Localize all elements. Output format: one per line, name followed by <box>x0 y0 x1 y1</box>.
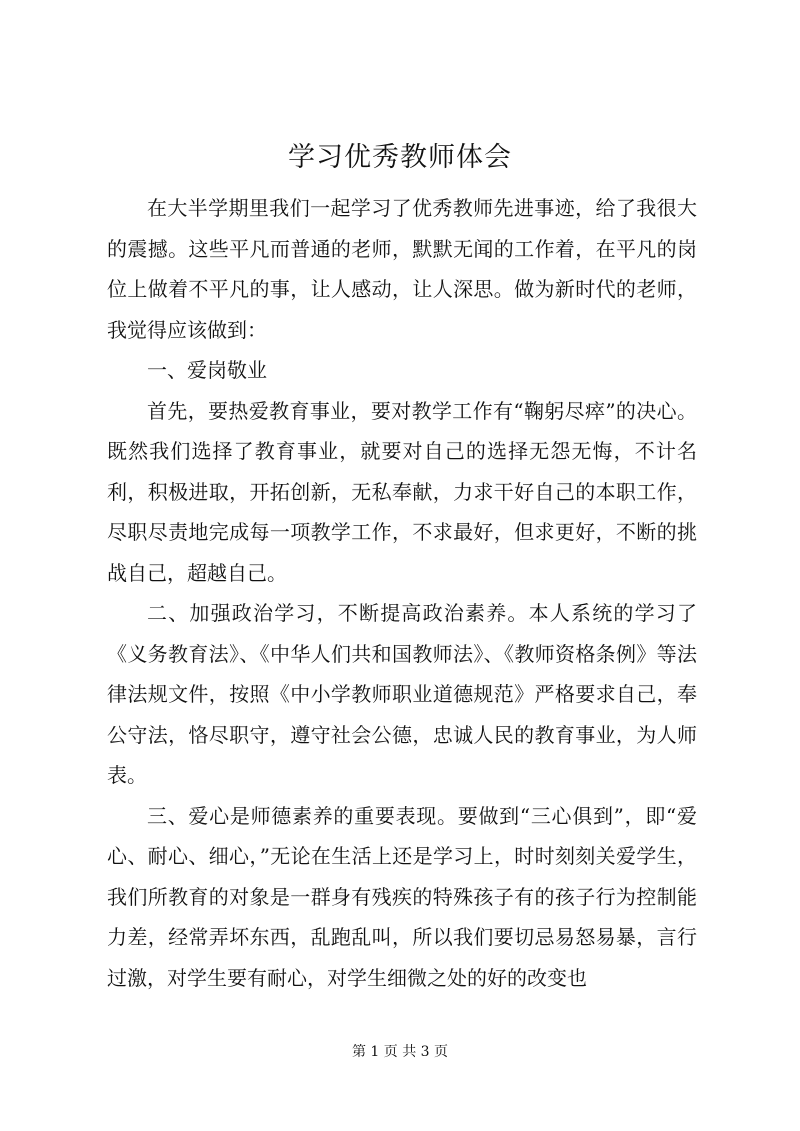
document-title: 学习优秀教师体会 <box>288 142 512 173</box>
document-body <box>107 188 697 998</box>
paragraph-section-1: 首先，要热爱教育事业，要对教学工作有“鞠躬尽瘁”的决心。既然我们选择了教育事业，就要对自己的选择无怨无悔，不计名利，积极进取，开拓创新，无私奉献，力求干好自己的本职工作，尽职尽责地完成每一项教学工作，不求最好，但求更好，不断的挑战自己，超越自己。 <box>107 398 697 585</box>
paragraph-section-2: 二、加强政治学习，不断提高政治素养。本人系统的学习了《义务教育法》、《中华人们共和国教师法》、《教师资格条例》等法律法规文件，按照《中小学教师职业道德规范》严格要求自己，奉公守法，恪尽职守，遵守社会公德，忠诚人民的教育事业，为人师表。 <box>107 601 697 787</box>
page-footer: 第 1 页 共 3 页 <box>351 1044 449 1060</box>
paragraph-section-3: 三、爱心是师德素养的重要表现。要做到“三心俱到”，即“爱心、耐心、细心，”无论在生活上还是学习上，时时刻刻关爱学生，我们所教育的对象是一群身有残疾的特殊孩子有的孩子行为控制能力差，经常弄坏东西，乱跑乱叫，所以我们要切忌易怒易暴，言行过激，对学生要有耐心，对学生细微之处的好的改变也 <box>107 803 697 990</box>
section-heading-1: 一、爱岗敬业 <box>147 358 267 382</box>
paragraph-intro: 在大半学期里我们一起学习了优秀教师先进事迹，给了我很大的震撼。这些平凡而普通的老师，默默无闻的工作着，在平凡的岗位上做着不平凡的事，让人感动，让人深思。做为新时代的老师，我觉得应该做到： <box>107 196 697 342</box>
